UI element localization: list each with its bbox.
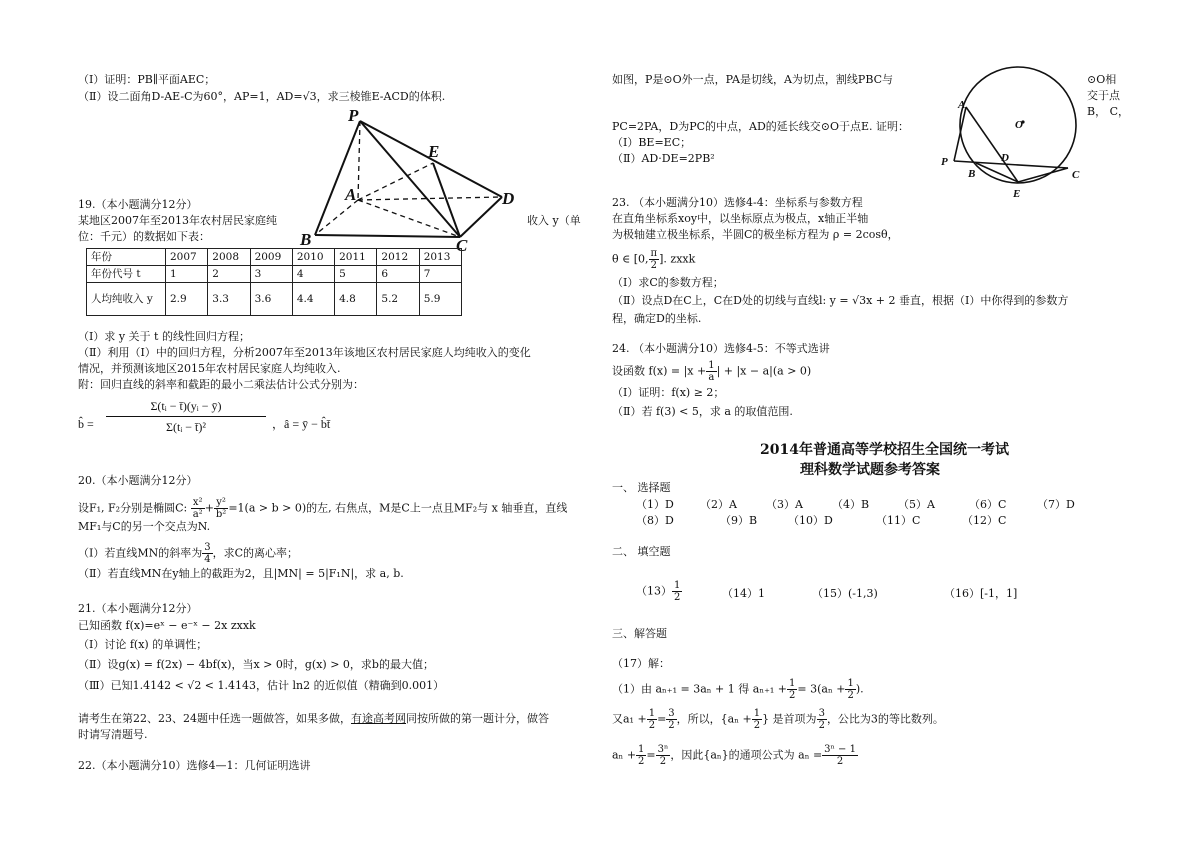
q19-p2b: 情况，并预测该地区2015年农村居民家庭人均纯收入. bbox=[78, 362, 341, 375]
edge-AE bbox=[358, 163, 433, 200]
label-C: C bbox=[456, 236, 468, 255]
frac-num: 1 bbox=[847, 678, 854, 689]
q21-p2: （Ⅱ）设g(x) = f(2x) − 4bf(x)，当x > 0时，g(x) > 0，求b的最大值； bbox=[78, 658, 434, 671]
edge-CD bbox=[460, 197, 502, 237]
q22-text2: PC=2PA，D为PC的中点，AD的延长线交⊙O于点E. 证明： bbox=[612, 120, 910, 133]
three-half-frac bbox=[817, 708, 827, 731]
fill-14: （14）1 bbox=[722, 587, 765, 600]
frac-den: 2 bbox=[650, 260, 658, 271]
choice-answer: （11）C bbox=[876, 514, 921, 527]
formula-fraction bbox=[106, 398, 266, 435]
label-A: A bbox=[958, 99, 966, 111]
q23-t3b: ]. zxxk bbox=[659, 252, 696, 266]
frac-num: 1 bbox=[674, 580, 681, 591]
formula-a: ，â = ȳ − b̂t̄ bbox=[272, 417, 331, 431]
q19-text1: 某地区2007年至2013年农村居民家庭纯 bbox=[78, 214, 277, 227]
choose-text-c: 时请写清题号. bbox=[78, 728, 148, 741]
q22-text1: 如图，P是⊙O外一点，PA是切线，A为切点，割线PBC与 bbox=[612, 73, 894, 86]
half-frac bbox=[672, 580, 682, 603]
half-frac bbox=[787, 678, 797, 701]
table-cell: 4 bbox=[292, 266, 334, 283]
q20-header: 20.（本小题满分12分） bbox=[78, 474, 198, 487]
table-cell: 4.4 bbox=[292, 283, 334, 316]
answer-title-2: 理科数学试题参考答案 bbox=[800, 462, 940, 478]
table-cell: 2009 bbox=[250, 249, 292, 266]
frac-num: 1 bbox=[708, 360, 715, 371]
frac-den: 2 bbox=[638, 756, 645, 767]
table-cell: 2010 bbox=[292, 249, 334, 266]
q23-p2: （Ⅱ）设点D在C上，C在D处的切线与直线l: y = √3x + 2 垂直，根据（Ⅰ）中你得到的参数方 bbox=[612, 294, 1069, 307]
q20-p1a: （Ⅰ）若直线MN的斜率为 bbox=[78, 546, 203, 560]
half-frac bbox=[752, 708, 762, 731]
choose-text-b: 同按所做的第一题计分，做答 bbox=[406, 712, 549, 725]
table-cell: 2008 bbox=[208, 249, 250, 266]
frac-num: 1 bbox=[648, 708, 656, 719]
edge-PA bbox=[358, 121, 360, 200]
line-EC bbox=[1018, 168, 1068, 182]
label-O: O bbox=[1015, 119, 1023, 131]
frac-den: a² bbox=[192, 509, 203, 520]
choice-answer: （10）D bbox=[788, 514, 833, 527]
label-C: C bbox=[1072, 169, 1080, 181]
table-cell: 2012 bbox=[377, 249, 419, 266]
q21-text: 已知函数 f(x)=eˣ − e⁻ˣ − 2x zxxk bbox=[78, 619, 256, 632]
label-A: A bbox=[345, 185, 357, 204]
frac-den: 2 bbox=[789, 690, 796, 701]
q20-p1b: ，求C的离心率； bbox=[212, 546, 299, 560]
table-cell: 年份代号 t bbox=[87, 266, 166, 283]
table-cell: 人均纯收入 y bbox=[87, 283, 166, 316]
table-cell: 5.2 bbox=[377, 283, 419, 316]
q23-p1: （Ⅰ）求C的参数方程； bbox=[612, 276, 724, 289]
source-link[interactable]: 有途高考网 bbox=[351, 712, 406, 725]
s17-2c: ，所以，{aₙ + bbox=[676, 712, 752, 726]
label-D: D bbox=[1001, 152, 1009, 164]
s17-3c: ，因此{aₙ}的通项公式为 aₙ = bbox=[670, 748, 823, 762]
half-frac bbox=[636, 744, 646, 767]
choice-answer: （3）A bbox=[766, 498, 803, 511]
s17-line1 bbox=[612, 678, 864, 701]
frac-num: 1 bbox=[638, 744, 645, 755]
choice-answer: （4）B bbox=[832, 498, 870, 511]
table-cell: 2011 bbox=[335, 249, 377, 266]
table-cell: 2.9 bbox=[166, 283, 208, 316]
q18-part1: （Ⅰ）证明：PB∥平面AEC； bbox=[78, 73, 216, 86]
s17-1a: （1）由 aₙ₊₁ = 3aₙ + 1 得 aₙ₊₁ + bbox=[612, 682, 788, 696]
q21-p1: （Ⅰ）讨论 f(x) 的单调性； bbox=[78, 638, 208, 651]
q24-t1a: 设函数 f(x) = |x + bbox=[612, 364, 707, 378]
choose-text-a: 请考生在第22、23、24题中任选一题做答，如果多做， bbox=[78, 712, 351, 725]
q22-side2: 交于点 bbox=[1087, 89, 1120, 102]
edge-PC bbox=[360, 121, 460, 237]
fill-13-label: （13） bbox=[636, 584, 672, 598]
section-fill: 二、 填空题 bbox=[612, 545, 671, 558]
pi-half-frac bbox=[649, 248, 660, 271]
ellipse-frac-x bbox=[191, 497, 205, 520]
pyramid-figure bbox=[290, 105, 530, 255]
frac-den: a bbox=[708, 372, 715, 383]
q19-p1: （Ⅰ）求 y 关于 t 的线性回归方程； bbox=[78, 330, 250, 343]
table-row bbox=[87, 266, 462, 283]
fill-15: （15）(-1,3) bbox=[812, 587, 878, 600]
table-cell: 5 bbox=[335, 266, 377, 283]
q21-p3: （Ⅲ）已知1.4142 < √2 < 1.4143，估计 ln2 的近似值（精确到0.001） bbox=[78, 679, 445, 692]
s17-2e: ，公比为3的等比数列。 bbox=[826, 712, 944, 726]
choose-instruction bbox=[78, 712, 549, 727]
q24-t1b: | + |x − a|(a > 0) bbox=[716, 364, 812, 378]
fill-16: （16）[-1，1] bbox=[944, 587, 1018, 600]
frac-den: 2 bbox=[836, 756, 844, 767]
edge-AD bbox=[358, 197, 502, 200]
choice-answer: （12）C bbox=[962, 514, 1007, 527]
frac-num: 3 bbox=[668, 708, 675, 719]
choice-answer: （1）D bbox=[636, 498, 674, 511]
frac-num: x² bbox=[191, 497, 205, 509]
table-cell: 4.8 bbox=[335, 283, 377, 316]
half-frac bbox=[845, 678, 855, 701]
q19-header: 19.（本小题满分12分） bbox=[78, 198, 198, 211]
answer-title-1: 2014年普通高等学校招生全国统一考试 bbox=[760, 442, 1009, 458]
section-solve: 三、解答题 bbox=[612, 627, 667, 640]
formula-denominator: Σ(tᵢ − t̄)² bbox=[166, 420, 206, 435]
table-cell: 5.9 bbox=[419, 283, 461, 316]
frac-num: y² bbox=[214, 497, 228, 509]
table-cell: 3.6 bbox=[250, 283, 292, 316]
s17-header: （17）解： bbox=[612, 657, 670, 670]
table-row bbox=[87, 249, 462, 266]
q22-p2: （Ⅱ）AD·DE=2PB² bbox=[612, 152, 715, 165]
label-P: P bbox=[348, 106, 359, 125]
table-cell: 3.3 bbox=[208, 283, 250, 316]
s17-line2 bbox=[612, 708, 944, 731]
choice-answer: （2）A bbox=[700, 498, 737, 511]
q20-p1 bbox=[78, 542, 298, 565]
frac-num: 3 bbox=[818, 708, 825, 719]
s17-3a: aₙ + bbox=[612, 748, 637, 762]
s17-1b: = 3(aₙ + bbox=[797, 682, 846, 696]
frac-den: 2 bbox=[753, 720, 761, 731]
edge-BC bbox=[315, 235, 460, 237]
choice-answer: （8）D bbox=[636, 514, 674, 527]
fill-13 bbox=[636, 580, 682, 603]
q19-text1b: 收入 y（单 bbox=[527, 214, 581, 227]
table-cell: 2013 bbox=[419, 249, 461, 266]
q23-t2: 为极轴建立极坐标系，半圆C的极坐标方程为 ρ = 2cosθ， bbox=[612, 228, 899, 241]
q23-t3a: θ ∈ [0, bbox=[612, 252, 649, 266]
frac-den: 4 bbox=[204, 554, 211, 565]
one-over-a-frac bbox=[706, 360, 716, 383]
q22-side1: ⊙O相 bbox=[1087, 73, 1117, 86]
frac-den: 2 bbox=[668, 720, 675, 731]
q23-header: 23. （本小题满分10）选修4-4：坐标系与参数方程 bbox=[612, 196, 863, 209]
frac-num: 1 bbox=[789, 678, 796, 689]
s17-2a: 又a₁ + bbox=[612, 712, 647, 726]
label-D: D bbox=[502, 189, 515, 208]
q22-p1: （Ⅰ）BE=EC； bbox=[612, 136, 692, 149]
section-choice: 一、 选择题 bbox=[612, 481, 671, 494]
s17-2d: } 是首项为 bbox=[762, 712, 817, 726]
s17-2b: = bbox=[657, 712, 667, 726]
table-row bbox=[87, 283, 462, 316]
general-term-frac bbox=[822, 744, 858, 767]
choice-answer: （7）D bbox=[1037, 498, 1075, 511]
q24-p2: （Ⅱ）若 f(3) < 5，求 a 的取值范围. bbox=[612, 405, 793, 418]
secant-PBC bbox=[954, 161, 1068, 168]
q20-p2: （Ⅱ）若直线MN在y轴上的截距为2，且|MN| = 5|F₁N|，求 a, b. bbox=[78, 567, 404, 580]
power-frac bbox=[656, 744, 671, 767]
frac-num: 3ⁿ − 1 bbox=[824, 744, 856, 755]
q23-t1: 在直角坐标系xoy中，以坐标原点为极点，x轴正半轴 bbox=[612, 212, 869, 225]
label-E: E bbox=[428, 142, 440, 161]
frac-den: 2 bbox=[847, 690, 854, 701]
half-frac bbox=[647, 708, 657, 731]
frac-num: π bbox=[650, 248, 658, 259]
choice-answer: （5）A bbox=[898, 498, 935, 511]
label-B: B bbox=[968, 168, 976, 180]
label-B: B bbox=[300, 230, 312, 249]
q19-text2: 位：千元）的数据如下表： bbox=[78, 230, 210, 243]
q23-p2b: 程，确定D的坐标. bbox=[612, 312, 702, 325]
slope-frac bbox=[202, 542, 212, 565]
table-cell: 年份 bbox=[87, 249, 166, 266]
q18-part2: （Ⅱ）设二面角D-AE-C为60°，AP=1，AD=√3，求三棱锥E-ACD的体积. bbox=[78, 90, 446, 103]
frac-num: 3 bbox=[204, 542, 211, 553]
table-cell: 7 bbox=[419, 266, 461, 283]
q23-t3 bbox=[612, 248, 695, 271]
s17-1c: ). bbox=[855, 682, 864, 696]
choice-answer: （9）B bbox=[720, 514, 758, 527]
edge-EC bbox=[433, 163, 460, 237]
label-E: E bbox=[1013, 188, 1021, 200]
frac-num: 3ⁿ bbox=[657, 744, 669, 755]
formula-numerator: Σ(tᵢ − t̄)(yᵢ − ȳ) bbox=[106, 398, 266, 417]
label-P: P bbox=[941, 156, 948, 168]
ellipse-frac-y bbox=[214, 497, 228, 520]
formula-b-label: b̂ = bbox=[78, 417, 94, 431]
frac-den: 2 bbox=[674, 592, 681, 603]
table-cell: 1 bbox=[166, 266, 208, 283]
frac-den: 2 bbox=[648, 720, 656, 731]
q22-header: 22.（本小题满分10）选修4—1：几何证明选讲 bbox=[78, 759, 311, 772]
three-half-frac bbox=[666, 708, 676, 731]
table-cell: 3 bbox=[250, 266, 292, 283]
frac-den: b² bbox=[215, 509, 227, 520]
q20-line1: 设F₁, F₂分别是椭圆C: $\frac{\text{x²}}{\text{a²}}$ + $\frac{\text{y²}}{\text{b²}}$ =1(a > b > 0)的左, 右焦点，M是C上一点且MF₂与 x 轴垂直，直线 bbox=[78, 497, 568, 520]
q20-text1b: =1(a > b > 0)的左, 右焦点，M是C上一点且MF₂与 x 轴垂直，直线 bbox=[228, 501, 568, 515]
circle-figure bbox=[938, 65, 1088, 200]
tangent-PA bbox=[954, 107, 966, 161]
table-cell: 6 bbox=[377, 266, 419, 283]
q24-p1: （Ⅰ）证明：f(x) ≥ 2； bbox=[612, 386, 725, 399]
choice-answer: （6）C bbox=[969, 498, 1007, 511]
table-cell: 2 bbox=[208, 266, 250, 283]
frac-den: 2 bbox=[818, 720, 825, 731]
s17-line3 bbox=[612, 744, 858, 767]
q21-header: 21.（本小题满分12分） bbox=[78, 602, 198, 615]
q19-p3: 附：回归直线的斜率和截距的最小二乘法估计公式分别为： bbox=[78, 378, 364, 391]
s17-3b: = bbox=[646, 748, 656, 762]
q20-text1a: 设F₁, F₂分别是椭圆C: bbox=[78, 501, 188, 515]
frac-den: 2 bbox=[659, 756, 667, 767]
q22-side3: B， C， bbox=[1087, 105, 1129, 118]
table-cell: 2007 bbox=[166, 249, 208, 266]
frac-num: 1 bbox=[753, 708, 761, 719]
edge-PB bbox=[315, 121, 360, 235]
income-table bbox=[86, 248, 462, 316]
q20-text2: MF₁与C的另一个交点为N. bbox=[78, 520, 211, 533]
q24-t1 bbox=[612, 360, 811, 383]
q19-p2a: （Ⅱ）利用（Ⅰ）中的回归方程，分析2007年至2013年该地区农村居民家庭人均纯收入的变化 bbox=[78, 346, 531, 359]
q24-header: 24. （本小题满分10）选修4-5：不等式选讲 bbox=[612, 342, 830, 355]
